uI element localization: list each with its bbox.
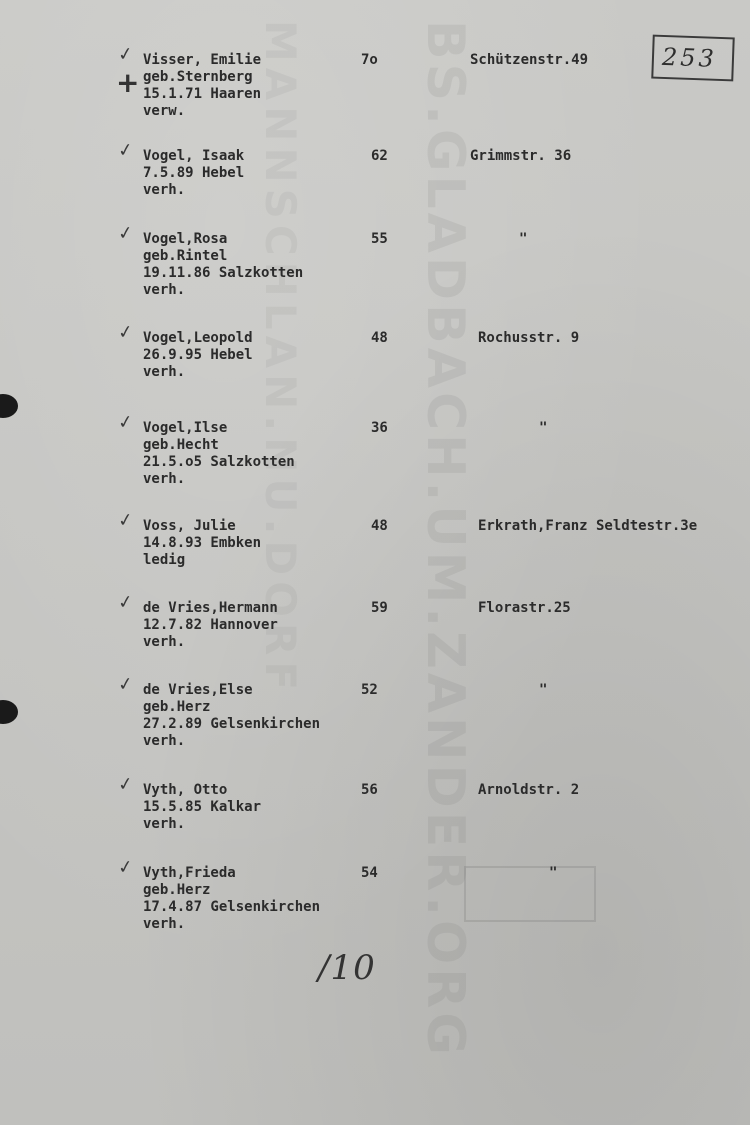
entry-name: de Vries,Else [143,682,253,698]
entry-details: 26.9.95 Hebel verh. [143,347,253,380]
entry-age: 7o [361,52,378,68]
entry-person [143,420,295,488]
check-mark-icon: ✓ [116,509,135,532]
entry-name: Vogel, Isaak [143,148,245,164]
entry-details: 15.5.85 Kalkar verh. [143,799,262,832]
check-mark-icon: ✓ [116,773,135,796]
entry-age: 62 [371,148,388,164]
entry-age: 54 [361,865,378,881]
entry-details: geb.Herz 27.2.89 Gelsenkirchen verh. [143,699,321,749]
entry-person [143,52,261,120]
entry-name: Vogel,Leopold [143,330,253,346]
entry-person [143,518,261,569]
entry-address: " [549,865,558,881]
entry-name: de Vries,Hermann [143,600,278,616]
entry-person [143,148,244,199]
watermark-text-secondary: MANNSCHLAN.NU.DORF [256,20,305,697]
check-mark-icon: ✓ [116,139,135,162]
entry-details: geb.Hecht 21.5.o5 Salzkotten verh. [143,437,295,487]
entry-address: Florastr.25 [478,600,571,616]
entry-age: 59 [371,600,388,616]
entry-name: Visser, Emilie [143,52,262,68]
entry-person [143,330,253,381]
punch-hole-icon [0,700,18,724]
page-number-box [651,35,734,82]
punch-hole-icon [0,394,18,418]
entry-address: Grimmstr. 36 [470,148,572,164]
entry-age: 48 [371,330,388,346]
entry-address: Schützenstr.49 [470,52,589,68]
check-mark-icon: ✓ [116,673,135,696]
check-mark-icon: ✓ [116,856,135,879]
entry-address: " [519,231,528,247]
entry-address: Arnoldstr. 2 [478,782,580,798]
entry-address: " [539,682,548,698]
entry-address: Rochusstr. 9 [478,330,580,346]
entry-details: 14.8.93 Embken ledig [143,535,262,568]
check-mark-icon: ✓ [116,591,135,614]
entry-person [143,782,261,833]
entry-name: Voss, Julie [143,518,236,534]
entry-details: geb.Herz 17.4.87 Gelsenkirchen verh. [143,882,321,932]
check-mark-icon: ✓ [116,222,135,245]
check-mark-icon: ✓ [116,43,135,66]
entry-person [143,682,320,750]
entry-name: Vyth, Otto [143,782,228,798]
entry-age: 52 [361,682,378,698]
entry-name: Vyth,Frieda [143,865,236,881]
entry-address: Erkrath,Franz Seldtestr.3e [478,518,698,534]
entry-person [143,600,278,651]
check-mark-icon: ✓ [116,411,135,434]
deceased-cross-icon: + [116,66,140,99]
entry-age: 48 [371,518,388,534]
entry-person [143,231,303,299]
entry-details: geb.Sternberg 15.1.71 Haaren verw. [143,69,262,119]
page-number: 253 [661,42,718,73]
entry-details: 12.7.82 Hannover verh. [143,617,278,650]
entry-age: 36 [371,420,388,436]
entry-details: 7.5.89 Hebel verh. [143,165,245,198]
faint-stamp [464,866,596,922]
entry-age: 55 [371,231,388,247]
watermark-text: BS.GLADBACH.UM.ZANDER.ORG [415,20,475,1059]
entry-person [143,865,320,933]
entry-name: Vogel,Ilse [143,420,228,436]
entry-details: geb.Rintel 19.11.86 Salzkotten verh. [143,248,304,298]
entry-address: " [539,420,548,436]
entry-age: 56 [361,782,378,798]
handwritten-folio: /10 [318,948,376,988]
entry-name: Vogel,Rosa [143,231,228,247]
check-mark-icon: ✓ [116,321,135,344]
